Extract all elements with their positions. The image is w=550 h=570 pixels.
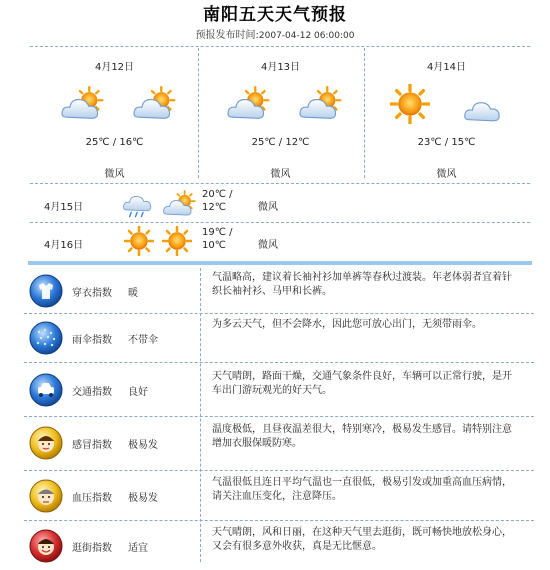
partly-cloudy-icon — [132, 86, 176, 122]
day-icons — [198, 82, 363, 126]
day-date: 4月14日 — [426, 62, 467, 73]
day-card — [32, 48, 197, 178]
cold-index-icon — [28, 425, 64, 461]
day-temp: 25℃ / 16℃ — [85, 137, 144, 148]
index-name: 血压指数 — [72, 493, 112, 504]
row-wind: 微风 — [258, 240, 278, 251]
day-temp: 25℃ / 12℃ — [251, 137, 310, 148]
index-value: 不带伞 — [128, 335, 158, 346]
day-date: 4月13日 — [260, 62, 301, 73]
row-date: 4月16日 — [44, 240, 84, 251]
row-temp-low: 12℃ — [202, 202, 226, 213]
clothing-index-icon — [28, 273, 64, 309]
day-wind: 微风 — [104, 169, 125, 180]
index-blood-pressure — [24, 472, 534, 520]
publish-time-value: 2007-04-12 06:00:00 — [258, 31, 355, 41]
index-cold — [24, 419, 534, 467]
partly-cloudy-icon — [60, 86, 104, 122]
index-umbrella — [24, 314, 534, 362]
divider — [24, 362, 534, 363]
index-value: 极易发 — [128, 440, 158, 451]
divider — [24, 416, 534, 417]
index-name: 雨伞指数 — [72, 335, 112, 346]
row-temp-high: 19℃ / — [202, 227, 233, 238]
row-temp — [202, 188, 233, 214]
partly-cloudy-icon — [226, 86, 270, 122]
index-desc: 温度极低，且昼夜温差很大，特别寒冷，极易发生感冒。请特别注意增加衣服保暖防寒。 — [212, 424, 512, 449]
publish-label: 预报发布时间: — [195, 30, 259, 41]
index-value: 暖 — [128, 288, 138, 299]
index-desc: 天气晴朗，风和日丽，在这种天气里去逛街，既可畅快地放松身心，又会有很多意外收获，真是无比惬意。 — [212, 527, 512, 552]
row-temp-high: 20℃ / — [202, 189, 233, 200]
forecast-row — [30, 224, 530, 260]
umbrella-index-icon — [28, 320, 64, 356]
forecast-row — [30, 186, 530, 222]
index-name: 逛街指数 — [72, 543, 112, 554]
index-value: 极易发 — [128, 493, 158, 504]
divider — [30, 222, 530, 223]
day-wind: 微风 — [436, 169, 457, 180]
partly-cloudy-icon — [298, 86, 342, 122]
index-desc: 为多云天气，但不会降水，因此您可放心出门，无须带雨伞。 — [212, 319, 482, 330]
day-icons — [364, 82, 529, 126]
blood-pressure-index-icon — [28, 478, 64, 514]
partly-cloudy-icon — [162, 190, 196, 218]
day-icons — [32, 82, 197, 126]
index-clothing — [24, 267, 534, 315]
index-desc: 天气晴朗，路面干燥，交通气象条件良好，车辆可以正常行驶，是开车出门游玩观光的好天气。 — [212, 371, 512, 396]
day-date: 4月12日 — [94, 62, 135, 73]
divider — [30, 183, 530, 184]
sun-icon — [124, 226, 154, 256]
section-bar — [28, 261, 532, 265]
divider — [24, 470, 534, 471]
index-shopping — [24, 522, 534, 570]
sun-icon — [390, 84, 430, 124]
index-value: 良好 — [128, 387, 148, 398]
page-title: 南阳五天天气预报 — [203, 5, 347, 25]
row-date: 4月15日 — [44, 202, 84, 213]
sun-icon — [162, 226, 192, 256]
publish-time — [0, 26, 550, 41]
day-card — [364, 48, 529, 178]
row-wind: 微风 — [258, 202, 278, 213]
index-name: 感冒指数 — [72, 440, 112, 451]
cloud-icon — [462, 92, 504, 124]
day-temp: 23℃ / 15℃ — [417, 137, 476, 148]
index-traffic — [24, 366, 534, 414]
traffic-index-icon — [28, 372, 64, 408]
index-desc: 气温很低且连日平均气温也一直很低，极易引发或加重高血压病情，请关注血压变化，注意降压。 — [212, 477, 512, 502]
day-wind: 微风 — [270, 169, 291, 180]
index-name: 交通指数 — [72, 387, 112, 398]
shopping-index-icon — [28, 528, 64, 564]
index-desc: 气温略高，建议着长袖衬衫加单裤等春秋过渡装。年老体弱者宜着针织长袖衬衫、马甲和长裤。 — [212, 272, 512, 297]
day-card — [198, 48, 363, 178]
divider — [30, 46, 530, 47]
rain-cloud-icon — [122, 188, 154, 220]
index-value: 适宜 — [128, 543, 148, 554]
divider — [24, 520, 534, 521]
index-name: 穿衣指数 — [72, 288, 112, 299]
row-temp-low: 10℃ — [202, 240, 226, 251]
row-temp — [202, 226, 233, 252]
